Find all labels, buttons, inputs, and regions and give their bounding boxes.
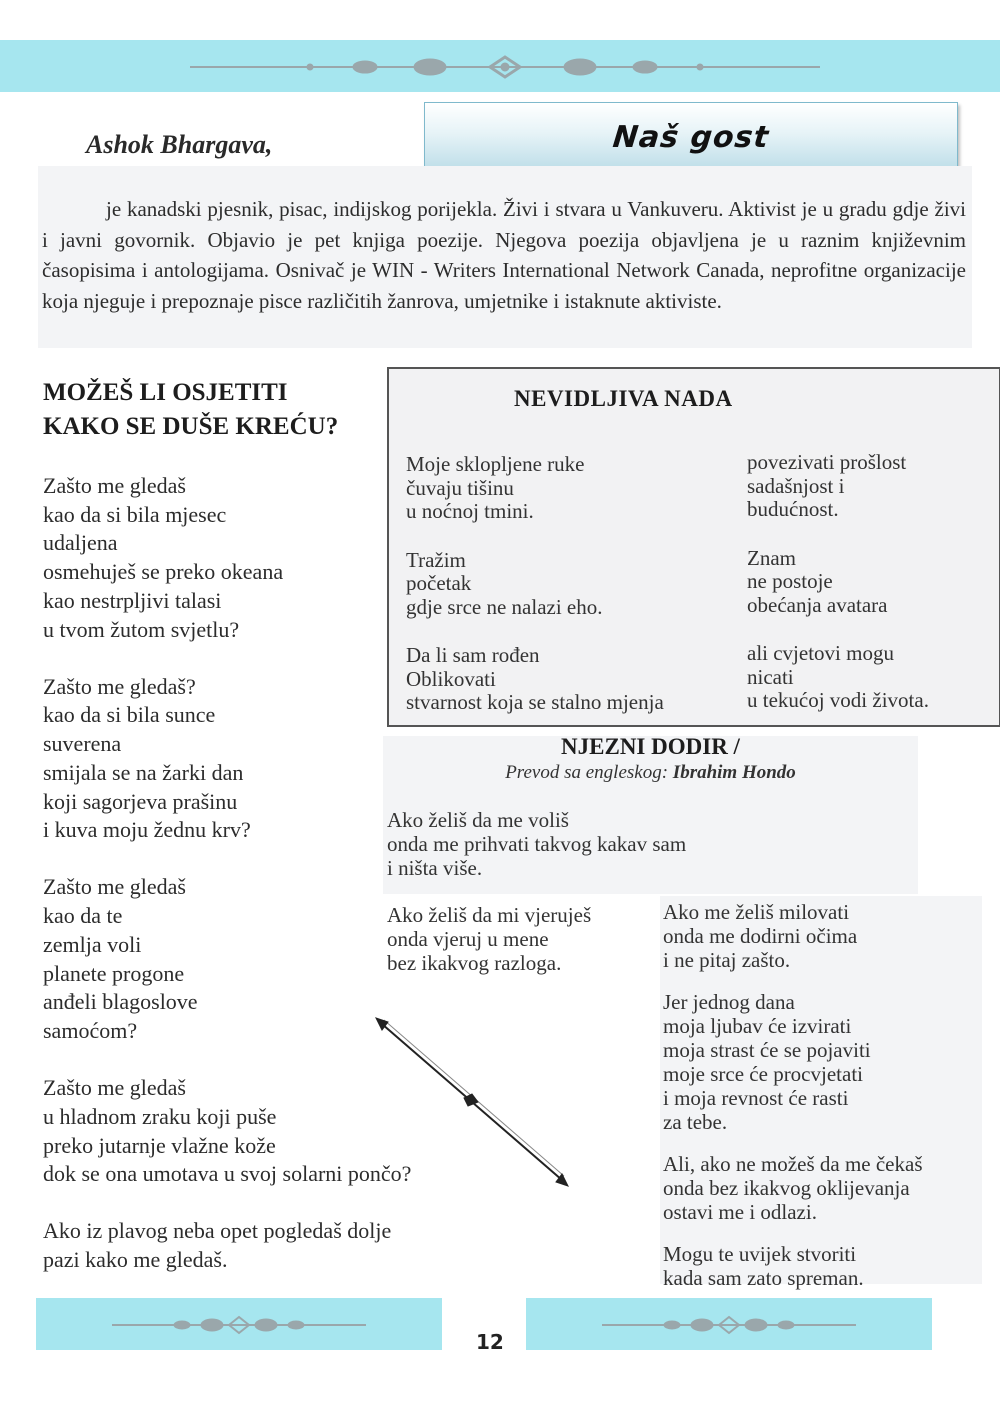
- poem-line: i kuva moju žednu krv?: [43, 817, 251, 843]
- poem-line: čuvaju tišinu: [406, 475, 514, 500]
- poem-line: stvarnost koja se stalno mjenja: [406, 690, 664, 714]
- poem-line: kao nestrpljivi talasi: [43, 587, 222, 613]
- poem-line: Ako iz plavog neba opet pogledaš dolje: [43, 1218, 392, 1244]
- poem-line: Zašto me gledaš: [43, 874, 186, 900]
- poem-stanza: [663, 990, 923, 1134]
- poem-line: preko jutarnje vlažne kože: [43, 1132, 276, 1158]
- poem-line: samoćom?: [43, 1017, 138, 1043]
- poem-line: osmehuješ se preko okeana: [43, 559, 284, 585]
- poem2-left-column: [406, 453, 664, 740]
- poem1-body: [43, 472, 411, 1303]
- poem-line: Ako želiš da mi vjeruješ: [387, 903, 592, 927]
- poem-line: onda me dodirni očima: [663, 924, 858, 948]
- poem-line: ostavi me i odlazi.: [663, 1200, 817, 1224]
- poem1-title-line: KAKO SE DUŠE KREĆU?: [43, 413, 339, 440]
- rubric-title: Naš gost: [611, 119, 771, 155]
- poem-line: gdje srce ne nalazi eho.: [406, 594, 603, 619]
- poem3-title: NJEZNI DODIR /: [561, 734, 740, 759]
- poem-line: ali cvjetovi mogu: [747, 641, 894, 665]
- poem-line: u tekućoj vodi života.: [747, 688, 929, 712]
- poem-line: ne postoje: [747, 569, 833, 593]
- poem-line: onda me prihvati takvog kakav sam: [387, 832, 687, 856]
- poem-line: Ali, ako ne možeš da me čekaš: [663, 1152, 923, 1176]
- author-name: Ashok Bhargava,: [86, 130, 273, 159]
- poem-stanza: [43, 472, 411, 644]
- poem-stanza: [387, 808, 686, 880]
- header-ornament: [190, 52, 820, 82]
- poem-stanza: [406, 453, 664, 524]
- poem-line: povezivati prošlost: [747, 450, 907, 474]
- poem-stanza: [747, 451, 929, 522]
- poem-line: moje srce će procvjetati: [663, 1062, 863, 1086]
- poem-stanza: [747, 642, 929, 713]
- poem-line: onda bez ikakvog oklijevanja: [663, 1176, 910, 1200]
- poem-line: bez ikakvog razloga.: [387, 951, 562, 975]
- poem-line: kao da te: [43, 903, 123, 929]
- poem1-title: [43, 376, 393, 444]
- poem-line: u tvom žutom svjetlu?: [43, 616, 240, 642]
- page-number: 12: [476, 1330, 504, 1354]
- poem3-right-column: [663, 900, 923, 1308]
- poem-stanza: [43, 1074, 411, 1189]
- translator-name: Ibrahim Hondo: [672, 762, 796, 783]
- poem-line: onda vjeruj u mene: [387, 927, 549, 951]
- poem-line: obećanja avatara: [747, 592, 888, 617]
- poem-line: smijala se na žarki dan: [43, 759, 244, 785]
- poem-line: kao da si bila mjesec: [43, 501, 227, 527]
- poem-stanza: [43, 873, 411, 1045]
- poem-line: Da li sam rođen: [406, 643, 540, 667]
- poem-line: Jer jednog dana: [663, 990, 795, 1014]
- footer-ornament-right: [602, 1312, 856, 1338]
- poem-line: sadašnjost i: [747, 473, 845, 498]
- poem-line: i ne pitaj zašto.: [663, 948, 791, 972]
- poem-line: Ako me želiš milovati: [663, 900, 850, 924]
- translation-label: Prevod sa engleskog:: [505, 762, 669, 783]
- poem-line: u hladnom zraku koji puše: [43, 1103, 277, 1129]
- poem-stanza: [387, 903, 686, 975]
- poem-line: i ništa više.: [387, 856, 483, 880]
- poem-line: kada sam zato spreman.: [663, 1266, 864, 1290]
- poem1-title-line: MOŽEŠ LI OSJETITI: [43, 379, 288, 406]
- poem-line: kao da si bila sunce: [43, 702, 216, 728]
- rubric-box: [424, 102, 958, 172]
- poem3-left-column: [387, 808, 686, 993]
- poem-line: Moje sklopljene ruke: [406, 452, 585, 476]
- poem-line: koji sagorjeva prašinu: [43, 788, 238, 814]
- poem-line: Znam: [747, 545, 796, 570]
- poem-line: budućnost.: [747, 497, 839, 521]
- poem-line: nicati: [747, 664, 794, 689]
- poem-line: Zašto me gledaš: [43, 1075, 186, 1101]
- poem-stanza: [663, 900, 923, 972]
- poem-line: Ako želiš da me voliš: [387, 808, 569, 832]
- poem3-subtitle: [383, 762, 918, 784]
- poem-line: početak: [406, 571, 472, 595]
- poem-stanza: [43, 1217, 411, 1274]
- poem-stanza: [663, 1242, 923, 1290]
- footer-ornament-left: [112, 1312, 366, 1338]
- poem-line: moja ljubav će izvirati: [663, 1014, 852, 1038]
- poem-stanza: [406, 644, 664, 715]
- poem-line: i moja revnost će rasti: [663, 1086, 849, 1110]
- diagonal-divider-ornament: [372, 1016, 572, 1188]
- poem-stanza: [747, 547, 929, 618]
- poem-line: za tebe.: [663, 1110, 728, 1134]
- author-bio: je kanadski pjesnik, pisac, indijskog porijekla. Živi i stvara u Vankuveru. Aktivist je u gradu gdje živi i javni govornik. Objavio je pet knjiga poezije. Njegova poezija objavljena je u raznim književnim časopisima i antologijama. Osnivač je WIN - Writers International Network Canada, neprofitne organizacije koja njeguje i prepoznaje pisce različitih žanrova, umjetnike i istaknute aktiviste.: [42, 197, 966, 313]
- poem-line: udaljena: [43, 530, 118, 556]
- poem-line: Zašto me gledaš?: [43, 673, 196, 699]
- poem-line: planete progone: [43, 960, 185, 986]
- poem-line: moja strast će se pojaviti: [663, 1038, 871, 1062]
- poem-line: suverena: [43, 731, 122, 757]
- poem2-title: NEVIDLJIVA NADA: [514, 386, 733, 411]
- poem2-right-column: [747, 451, 929, 738]
- poem-line: Mogu te uvijek stvoriti: [663, 1242, 857, 1266]
- poem-line: u noćnoj tmini.: [406, 499, 534, 523]
- poem-line: dok se ona umotava u svoj solarni pončo?: [43, 1161, 412, 1187]
- poem-line: Oblikovati: [406, 666, 496, 691]
- poem-line: anđeli blagoslove: [43, 989, 198, 1015]
- poem-line: Zašto me gledaš: [43, 473, 186, 498]
- poem-line: pazi kako me gledaš.: [43, 1247, 228, 1273]
- poem-line: Tražim: [406, 547, 466, 572]
- poem-stanza: [43, 673, 411, 845]
- poem-stanza: [663, 1152, 923, 1224]
- poem-line: zemlja voli: [43, 931, 142, 957]
- poem-stanza: [406, 549, 664, 620]
